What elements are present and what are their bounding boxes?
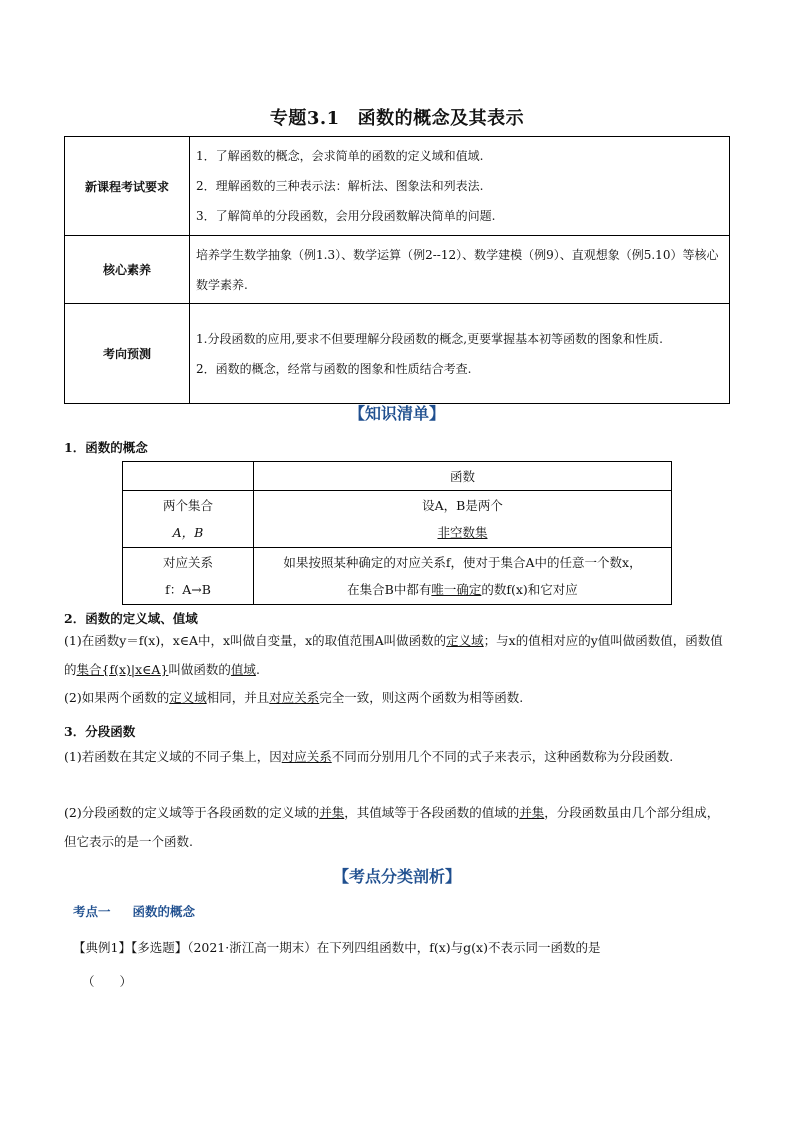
cell-text: 设A，B是两个 xyxy=(422,498,503,513)
knowledge-heading: 【知识清单】 xyxy=(348,404,445,423)
section-heading: 1．函数的概念 xyxy=(64,440,148,455)
section-heading: 3．分段函数 xyxy=(64,724,136,739)
paragraph: (1)在函数y＝f(x)，x∈A中，x叫做自变量，x的取值范围A叫做函数的定义域；与x的值相对应的y值叫做函数值，函数值的集合{f(x)|x∈A}叫做函数的值域. xyxy=(64,633,723,677)
paragraph: (2)如果两个函数的定义域相同，并且对应关系完全一致，则这两个函数为相等函数. xyxy=(64,690,524,705)
cell-label: A，B xyxy=(172,525,204,540)
req-label: 考向预测 xyxy=(65,304,190,404)
req-text: 培养学生数学抽象（例1.3）、数学运算（例2--12）、数学建模（例9）、直观想象（例5.10）等核心数学素养. xyxy=(190,236,730,304)
requirements-table xyxy=(64,136,730,404)
cell-underlined: 唯一确定 xyxy=(431,582,482,597)
example-text: 【典例1】【多选题】（2021·浙江高一期末）在下列四组函数中，f(x)与g(x)不表示同一函数的是 xyxy=(73,940,601,955)
section-heading: 2．函数的定义域、值域 xyxy=(64,611,198,626)
function-table: 函数 两个集合 A，B 设A，B是两个 非空数集 对应关系 f：A→B 如果按照某种确定的对应关系f，使对于集合A中的任意一个数x， 在集合B中都有唯一确定的数f(x)和它对应 xyxy=(122,461,672,605)
cell-label: 对应关系 xyxy=(162,555,213,570)
req-line: 2．理解函数的三种表示法：解析法、图象法和列表法. xyxy=(196,179,484,193)
cell-text: 如果按照某种确定的对应关系f，使对于集合A中的任意一个数x， xyxy=(283,555,642,570)
cell-label: 两个集合 xyxy=(162,498,213,513)
cell-label: f：A→B xyxy=(165,582,211,597)
req-text: 1.分段函数的应用,要求不但要理解分段函数的概念,更要掌握基本初等函数的图象和性质. xyxy=(196,331,663,346)
req-text: 2．函数的概念，经常与函数的图象和性质结合考查. xyxy=(196,361,472,376)
paragraph: (2)分段函数的定义域等于各段函数的定义域的并集，其值域等于各段函数的值域的并集，分段函数虽由几个部分组成，但它表示的是一个函数. xyxy=(64,805,720,849)
kaodian-heading: 考点一 函数的概念 xyxy=(73,904,196,919)
table-header: 函数 xyxy=(254,462,672,491)
paragraph: (1)若函数在其定义域的不同子集上，因对应关系不同而分别用几个不同的式子来表示，这种函数称为分段函数. xyxy=(64,749,674,764)
req-line: 1．了解函数的概念，会求简单的函数的定义域和值域. xyxy=(196,149,484,163)
req-label: 新课程考试要求 xyxy=(65,137,190,236)
req-line: 3．了解简单的分段函数，会用分段函数解决简单的问题. xyxy=(196,209,496,223)
answer-paren: （ ） xyxy=(82,974,133,989)
analysis-heading: 【考点分类剖析】 xyxy=(332,867,461,886)
req-label: 核心素养 xyxy=(65,236,190,304)
cell-underlined: 非空数集 xyxy=(437,525,488,540)
page-title: 专题3.1 函数的概念及其表示 xyxy=(269,108,525,129)
